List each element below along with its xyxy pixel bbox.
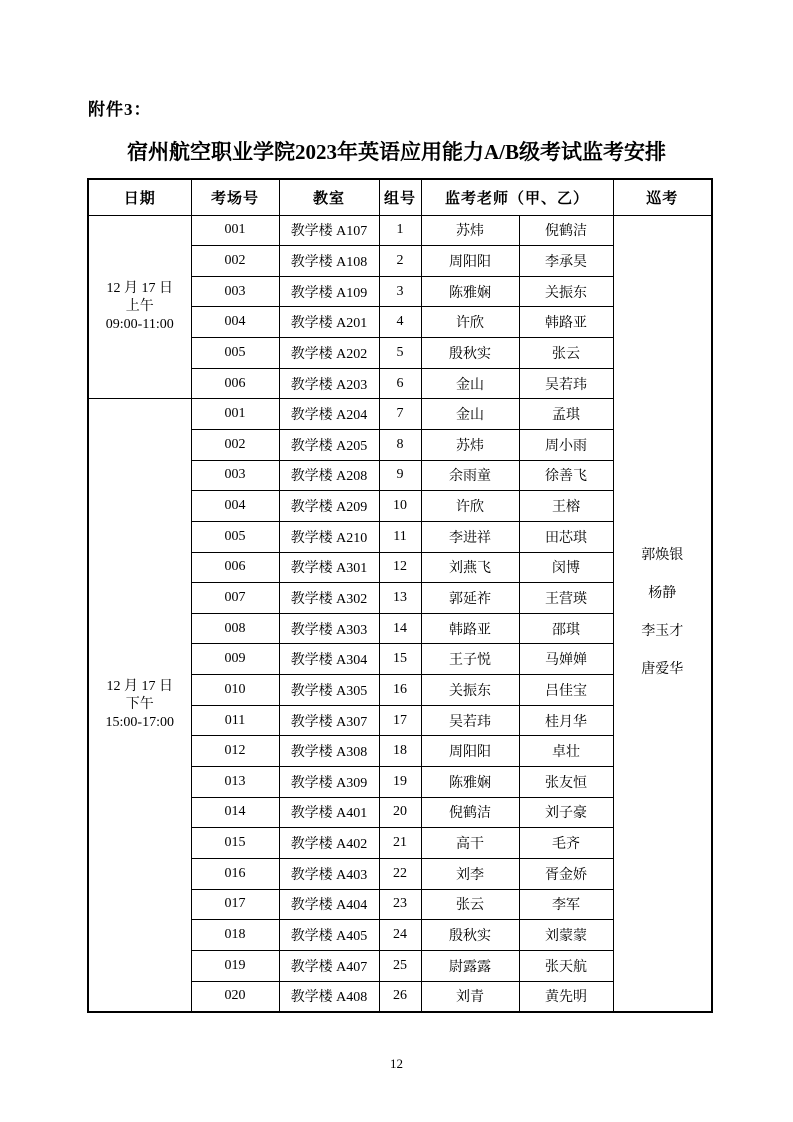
group-number-cell: 3 <box>379 276 421 307</box>
classroom-cell: 教学楼 A210 <box>279 521 379 552</box>
classroom-cell: 教学楼 A403 <box>279 858 379 889</box>
header-date: 日期 <box>88 179 191 215</box>
invigilator-a-cell: 苏炜 <box>421 429 519 460</box>
room-number-cell: 013 <box>191 767 279 798</box>
invigilator-b-cell: 吕佳宝 <box>519 675 613 706</box>
classroom-cell: 教学楼 A408 <box>279 981 379 1012</box>
classroom-cell: 教学楼 A405 <box>279 920 379 951</box>
group-number-cell: 4 <box>379 307 421 338</box>
invigilator-a-cell: 金山 <box>421 399 519 430</box>
classroom-cell: 教学楼 A407 <box>279 950 379 981</box>
invigilator-a-cell: 金山 <box>421 368 519 399</box>
classroom-cell: 教学楼 A401 <box>279 797 379 828</box>
table-body <box>88 215 712 1012</box>
room-number-cell: 002 <box>191 429 279 460</box>
group-number-cell: 8 <box>379 429 421 460</box>
invigilator-b-cell: 吴若玮 <box>519 368 613 399</box>
page-title: 宿州航空职业学院2023年英语应用能力A/B级考试监考安排 <box>126 140 666 164</box>
page-number: 12 <box>390 1056 403 1071</box>
group-number-cell: 15 <box>379 644 421 675</box>
invigilator-a-cell: 关振东 <box>421 675 519 706</box>
room-number-cell: 016 <box>191 858 279 889</box>
invigilator-a-cell: 刘青 <box>421 981 519 1012</box>
invigilator-a-cell: 吴若玮 <box>421 705 519 736</box>
invigilator-a-cell: 刘燕飞 <box>421 552 519 583</box>
classroom-cell: 教学楼 A301 <box>279 552 379 583</box>
invigilator-b-cell: 田芯琪 <box>519 521 613 552</box>
classroom-cell: 教学楼 A305 <box>279 675 379 706</box>
inspector-name: 郭焕银 <box>641 548 684 564</box>
invigilator-a-cell: 许欣 <box>421 491 519 522</box>
invigilator-a-cell: 刘李 <box>421 858 519 889</box>
attachment-label: 附件3： <box>88 100 152 119</box>
room-number-cell: 008 <box>191 613 279 644</box>
invigilator-b-cell: 关振东 <box>519 276 613 307</box>
header-inspector: 巡考 <box>613 179 712 215</box>
header-room-number: 考场号 <box>191 179 279 215</box>
room-number-cell: 011 <box>191 705 279 736</box>
room-number-cell: 005 <box>191 338 279 369</box>
date-cell: 12 月 17 日 下午 15:00-17:00 <box>88 399 191 1012</box>
invigilator-b-cell: 邵琪 <box>519 613 613 644</box>
classroom-cell: 教学楼 A307 <box>279 705 379 736</box>
invigilator-b-cell: 李承昊 <box>519 246 613 277</box>
invigilator-a-cell: 陈雅娴 <box>421 276 519 307</box>
invigilator-b-cell: 张云 <box>519 338 613 369</box>
group-number-cell: 17 <box>379 705 421 736</box>
invigilator-b-cell: 黄先明 <box>519 981 613 1012</box>
classroom-cell: 教学楼 A402 <box>279 828 379 859</box>
room-number-cell: 009 <box>191 644 279 675</box>
invigilator-b-cell: 胥金娇 <box>519 858 613 889</box>
group-number-cell: 6 <box>379 368 421 399</box>
invigilator-b-cell: 倪鹤洁 <box>519 215 613 246</box>
date-cell: 12 月 17 日 上午 09:00-11:00 <box>88 215 191 399</box>
classroom-cell: 教学楼 A302 <box>279 583 379 614</box>
invigilator-a-cell: 尉露露 <box>421 950 519 981</box>
room-number-cell: 004 <box>191 307 279 338</box>
group-number-cell: 12 <box>379 552 421 583</box>
invigilator-b-cell: 张天航 <box>519 950 613 981</box>
invigilator-a-cell: 高干 <box>421 828 519 859</box>
group-number-cell: 10 <box>379 491 421 522</box>
invigilator-b-cell: 韩路亚 <box>519 307 613 338</box>
group-number-cell: 18 <box>379 736 421 767</box>
invigilator-a-cell: 许欣 <box>421 307 519 338</box>
inspectors-cell <box>613 215 712 1012</box>
invigilator-a-cell: 周阳阳 <box>421 246 519 277</box>
invigilator-a-cell: 韩路亚 <box>421 613 519 644</box>
group-number-cell: 24 <box>379 920 421 951</box>
classroom-cell: 教学楼 A208 <box>279 460 379 491</box>
classroom-cell: 教学楼 A201 <box>279 307 379 338</box>
classroom-cell: 教学楼 A304 <box>279 644 379 675</box>
group-number-cell: 5 <box>379 338 421 369</box>
inspector-name: 杨静 <box>648 586 677 602</box>
room-number-cell: 012 <box>191 736 279 767</box>
invigilator-a-cell: 倪鹤洁 <box>421 797 519 828</box>
classroom-cell: 教学楼 A308 <box>279 736 379 767</box>
classroom-cell: 教学楼 A303 <box>279 613 379 644</box>
header-group-number: 组号 <box>379 179 421 215</box>
room-number-cell: 001 <box>191 215 279 246</box>
classroom-cell: 教学楼 A404 <box>279 889 379 920</box>
invigilator-b-cell: 徐善飞 <box>519 460 613 491</box>
group-number-cell: 2 <box>379 246 421 277</box>
classroom-cell: 教学楼 A108 <box>279 246 379 277</box>
room-number-cell: 007 <box>191 583 279 614</box>
classroom-cell: 教学楼 A109 <box>279 276 379 307</box>
room-number-cell: 014 <box>191 797 279 828</box>
classroom-cell: 教学楼 A209 <box>279 491 379 522</box>
table-row <box>88 215 712 246</box>
invigilator-b-cell: 张友恒 <box>519 767 613 798</box>
invigilator-b-cell: 王榕 <box>519 491 613 522</box>
group-number-cell: 14 <box>379 613 421 644</box>
invigilator-b-cell: 李军 <box>519 889 613 920</box>
invigilator-b-cell: 马婵婵 <box>519 644 613 675</box>
group-number-cell: 26 <box>379 981 421 1012</box>
invigilator-a-cell: 周阳阳 <box>421 736 519 767</box>
group-number-cell: 22 <box>379 858 421 889</box>
invigilator-a-cell: 苏炜 <box>421 215 519 246</box>
invigilator-b-cell: 刘蒙蒙 <box>519 920 613 951</box>
classroom-cell: 教学楼 A203 <box>279 368 379 399</box>
header-row <box>88 179 712 215</box>
room-number-cell: 017 <box>191 889 279 920</box>
invigilator-a-cell: 殷秋实 <box>421 920 519 951</box>
group-number-cell: 23 <box>379 889 421 920</box>
room-number-cell: 005 <box>191 521 279 552</box>
invigilator-b-cell: 王营瑛 <box>519 583 613 614</box>
classroom-cell: 教学楼 A204 <box>279 399 379 430</box>
room-number-cell: 006 <box>191 552 279 583</box>
room-number-cell: 003 <box>191 460 279 491</box>
invigilator-b-cell: 桂月华 <box>519 705 613 736</box>
classroom-cell: 教学楼 A202 <box>279 338 379 369</box>
invigilator-b-cell: 毛齐 <box>519 828 613 859</box>
room-number-cell: 004 <box>191 491 279 522</box>
room-number-cell: 006 <box>191 368 279 399</box>
invigilator-b-cell: 闵博 <box>519 552 613 583</box>
header-invigilators: 监考老师（甲、乙） <box>421 179 613 215</box>
group-number-cell: 19 <box>379 767 421 798</box>
room-number-cell: 015 <box>191 828 279 859</box>
invigilator-b-cell: 卓壮 <box>519 736 613 767</box>
group-number-cell: 21 <box>379 828 421 859</box>
header-classroom: 教室 <box>279 179 379 215</box>
group-number-cell: 13 <box>379 583 421 614</box>
group-number-cell: 9 <box>379 460 421 491</box>
group-number-cell: 20 <box>379 797 421 828</box>
inspector-name: 李玉才 <box>641 624 684 640</box>
invigilation-table <box>87 178 713 1013</box>
group-number-cell: 25 <box>379 950 421 981</box>
invigilator-b-cell: 刘子豪 <box>519 797 613 828</box>
group-number-cell: 16 <box>379 675 421 706</box>
invigilator-a-cell: 王子悦 <box>421 644 519 675</box>
invigilator-a-cell: 李进祥 <box>421 521 519 552</box>
invigilator-a-cell: 郭延祚 <box>421 583 519 614</box>
invigilator-a-cell: 张云 <box>421 889 519 920</box>
room-number-cell: 002 <box>191 246 279 277</box>
invigilator-b-cell: 孟琪 <box>519 399 613 430</box>
room-number-cell: 010 <box>191 675 279 706</box>
invigilator-a-cell: 陈雅娴 <box>421 767 519 798</box>
classroom-cell: 教学楼 A309 <box>279 767 379 798</box>
invigilator-a-cell: 余雨童 <box>421 460 519 491</box>
room-number-cell: 019 <box>191 950 279 981</box>
group-number-cell: 7 <box>379 399 421 430</box>
classroom-cell: 教学楼 A205 <box>279 429 379 460</box>
room-number-cell: 020 <box>191 981 279 1012</box>
room-number-cell: 003 <box>191 276 279 307</box>
invigilator-a-cell: 殷秋实 <box>421 338 519 369</box>
invigilator-b-cell: 周小雨 <box>519 429 613 460</box>
group-number-cell: 11 <box>379 521 421 552</box>
group-number-cell: 1 <box>379 215 421 246</box>
inspector-name: 唐爱华 <box>641 662 684 678</box>
room-number-cell: 001 <box>191 399 279 430</box>
room-number-cell: 018 <box>191 920 279 951</box>
classroom-cell: 教学楼 A107 <box>279 215 379 246</box>
